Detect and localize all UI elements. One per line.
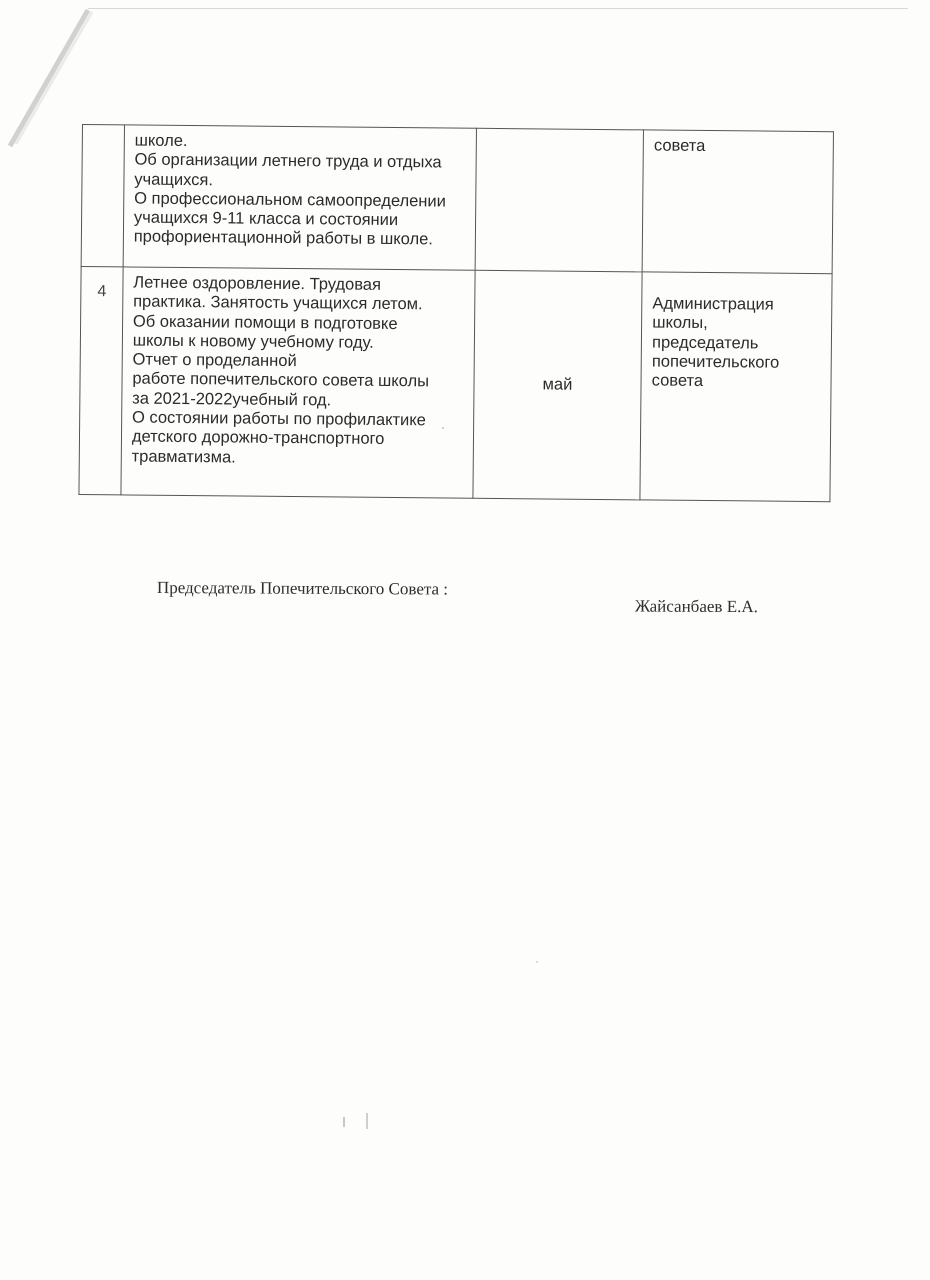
row-number: [81, 125, 124, 267]
topic-line: травматизма.: [131, 447, 236, 467]
topic-line: школе.: [134, 131, 188, 151]
responsible-line: школы,: [652, 313, 708, 333]
topic-line: учащихся.: [134, 170, 214, 189]
table-row: [79, 266, 832, 501]
date-cell: [475, 128, 644, 272]
topic-line: практика. Занятость учащихся летом.: [133, 292, 423, 314]
topic-line: профориентационной работы в школе.: [133, 227, 433, 249]
table-row: [81, 125, 833, 274]
responsible-line: Администрация: [652, 294, 774, 314]
topic-line: детского дорожно-транспортного: [131, 427, 385, 449]
responsible-line: совета: [651, 371, 704, 391]
signature-name: Жайсанбаев Е.А.: [634, 596, 758, 617]
topic-line: Летнее оздоровление. Трудовая: [133, 273, 382, 294]
topic-cell: [123, 125, 476, 270]
topic-line: Об оказании помощи в подготовке: [132, 312, 398, 333]
responsible-line: председатель: [652, 333, 759, 353]
date-cell: май: [473, 270, 643, 500]
topic-line: О состоянии работы по профилактике: [131, 408, 426, 430]
topic-line: за 2021-2022учебный год.: [132, 389, 332, 410]
responsible-cell: [642, 130, 833, 274]
topic-cell: [121, 267, 475, 498]
topic-line: О профессиональном самоопределении: [134, 189, 446, 211]
row-number: 4: [79, 266, 123, 494]
responsible-line: совета: [653, 136, 706, 155]
topic-line: Отчет о проделанной: [132, 350, 297, 371]
signature-label: Председатель Попечительского Совета :: [156, 578, 449, 599]
signature-block: [156, 578, 797, 617]
responsible-cell: [640, 272, 832, 502]
plan-table: [78, 124, 834, 502]
topic-line: школы к новому учебному году.: [132, 331, 374, 352]
scan-top-edge: [88, 8, 908, 9]
topic-line: работе попечительского совета школы: [132, 369, 430, 391]
responsible-line: попечительского: [651, 352, 780, 372]
topic-line: учащихся 9-11 класса и состоянии: [133, 208, 399, 230]
topic-line: Об организации летнего труда и отдыха: [134, 150, 442, 172]
